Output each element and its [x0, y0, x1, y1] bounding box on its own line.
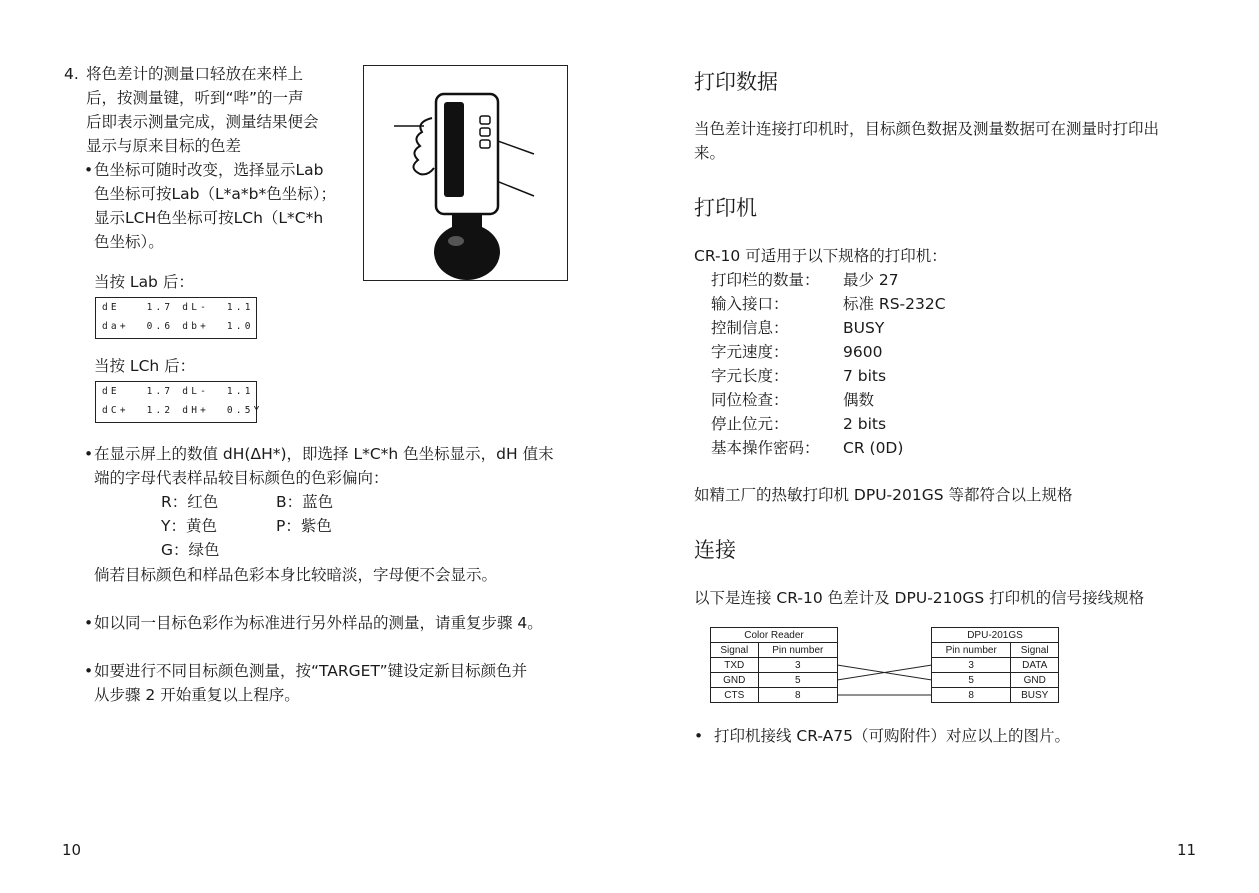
text-line: 显示LCH色坐标可按LCh（L*C*h [94, 209, 324, 227]
lab-caption: 当按 Lab 后： [94, 273, 194, 291]
spec-label: 字元长度： [711, 367, 789, 385]
text-line: 当色差计连接打印机时，目标颜色数据及测量数据可在测量时打印出 [694, 120, 1160, 138]
spec-value: 标准 RS-232C [843, 295, 946, 313]
step-4-text [86, 62, 319, 158]
table-row [932, 658, 1059, 673]
spec-value: 偶数 [843, 391, 875, 409]
table-cell: TXD [711, 658, 759, 673]
color-reader-table [710, 627, 838, 703]
color-b: B：蓝色 [276, 493, 334, 511]
bullet-target-text [94, 659, 527, 707]
lch-display [95, 381, 263, 423]
text-line: 来。 [694, 144, 726, 162]
table-header: Pin number [758, 643, 837, 658]
spec-value: 最少 27 [843, 271, 899, 289]
table-cell: 5 [932, 673, 1011, 688]
bullet: • [84, 161, 94, 179]
text-line: 从步骤 2 开始重复以上程序。 [94, 686, 300, 704]
colorimeter-hand-icon [364, 66, 567, 280]
table-row [711, 673, 838, 688]
section-heading-connect: 连接 [694, 538, 736, 562]
table-row [711, 658, 838, 673]
bullet: • [84, 662, 94, 680]
print-data-text [694, 117, 1159, 165]
printer-note: 如精工厂的热敏打印机 DPU-201GS 等都符合以上规格 [694, 486, 1073, 504]
table-cell: 8 [932, 688, 1011, 703]
text-line: 色坐标可随时改变，选择显示Lab [94, 161, 324, 179]
section-heading-print-data: 打印数据 [694, 70, 778, 94]
text-line: 色坐标）。 [94, 233, 164, 251]
spec-value: CR (0D) [843, 439, 904, 457]
spec-value: BUSY [843, 319, 885, 337]
text-line: 色坐标可按Lab（L*a*b*色坐标）； [94, 185, 336, 203]
table-cell: 3 [758, 658, 837, 673]
color-reader-table-wrap [710, 627, 838, 703]
bullet: • [84, 614, 94, 632]
table-cell: 3 [932, 658, 1011, 673]
wiring-lines [837, 627, 933, 707]
table-row [711, 688, 838, 703]
color-r: R：红色 [161, 493, 219, 511]
spec-label: 字元速度： [711, 343, 789, 361]
table-title: DPU-201GS [932, 628, 1059, 643]
table-header: Signal [1011, 643, 1059, 658]
meter-illustration [363, 65, 568, 281]
display-row: da+ 0.6 db+ 1.0 [102, 321, 254, 332]
section-heading-printer: 打印机 [694, 196, 757, 220]
step-number: 4. [64, 65, 79, 83]
step-line: 后即表示测量完成，测量结果便会 [86, 113, 319, 131]
spec-values [843, 268, 946, 460]
printer-intro: CR-10 可适用于以下规格的打印机： [694, 247, 947, 265]
table-cell: BUSY [1011, 688, 1059, 703]
printer-table-wrap [931, 627, 1059, 703]
table-title: Color Reader [711, 628, 838, 643]
spec-label: 停止位元： [711, 415, 789, 433]
spec-labels [711, 268, 820, 460]
cable-note: 打印机接线 CR-A75（可购附件）对应以上的图片。 [714, 727, 1070, 745]
page-number-right: 11 [1177, 841, 1197, 859]
spec-label: 输入接口： [711, 295, 789, 313]
spec-value: 7 bits [843, 367, 887, 385]
step-line: 显示与原来目标的色差 [86, 137, 242, 155]
spec-value: 9600 [843, 343, 883, 361]
text-line: 如要进行不同目标颜色测量，按“TARGET”键设定新目标颜色并 [94, 662, 528, 680]
color-g: G：绿色 [161, 541, 220, 559]
table-cell: GND [1011, 673, 1059, 688]
step-line: 将色差计的测量口轻放在来样上 [86, 65, 304, 83]
table-header: Pin number [932, 643, 1011, 658]
table-row [932, 673, 1059, 688]
lab-display [95, 297, 257, 339]
table-cell: GND [711, 673, 759, 688]
page-number-left: 10 [62, 841, 82, 859]
bullet-repeat-text: 如以同一目标色彩作为标准进行另外样品的测量，请重复步骤 4。 [94, 614, 543, 632]
spec-value: 2 bits [843, 415, 887, 433]
table-cell: 5 [758, 673, 837, 688]
spec-label: 控制信息： [711, 319, 789, 337]
spec-label: 基本操作密码： [711, 439, 820, 457]
bullet: • [694, 727, 704, 745]
bullet: • [84, 445, 94, 463]
text-line: 端的字母代表样品较目标颜色的色彩偏向： [94, 469, 389, 487]
display-row: dC+ 1.2 dH+ 0.5Y [102, 405, 263, 416]
table-cell: 8 [758, 688, 837, 703]
spec-label: 同位检查： [711, 391, 789, 409]
bullet-coords-text [94, 158, 336, 254]
printer-table [931, 627, 1059, 703]
dark-note: 倘若目标颜色和样品色彩本身比较暗淡，字母便不会显示。 [94, 566, 498, 584]
display-row: dE 1.7 dL- 1.1 [102, 302, 254, 313]
table-row [932, 688, 1059, 703]
color-y: Y：黄色 [161, 517, 217, 535]
color-p: P：紫色 [276, 517, 332, 535]
lch-caption: 当按 LCh 后： [94, 357, 196, 375]
connect-intro: 以下是连接 CR-10 色差计及 DPU-210GS 打印机的信号接线规格 [694, 589, 1145, 607]
table-cell: DATA [1011, 658, 1059, 673]
bullet-dh-text [94, 442, 554, 490]
display-row: dE 1.7 dL- 1.1 [102, 386, 254, 397]
spec-label: 打印栏的数量： [711, 271, 820, 289]
table-cell: CTS [711, 688, 759, 703]
step-line: 后，按测量键，听到“哔”的一声 [86, 89, 304, 107]
table-header: Signal [711, 643, 759, 658]
text-line: 在显示屏上的数值 dH(ΔH*)，即选择 L*C*h 色坐标显示，dH 值末 [94, 445, 554, 463]
